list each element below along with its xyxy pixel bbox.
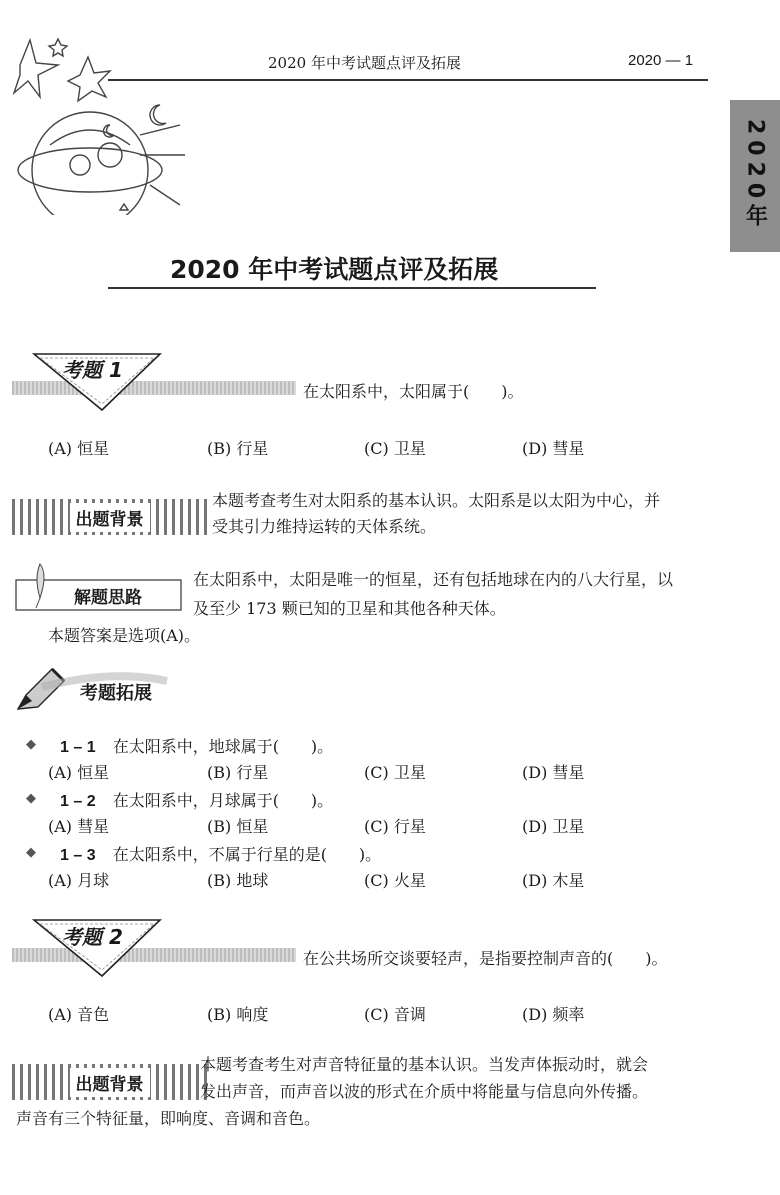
- ext2-option-a: (A) 彗星: [48, 817, 110, 836]
- exam1-option-b: (B) 行星: [207, 439, 269, 458]
- ext-number: 1 – 1: [60, 739, 96, 756]
- exam2-background-label: 出题背景: [70, 1068, 150, 1097]
- exam1-solution-line2: 及至少 173 颗已知的卫星和其他各种天体。: [193, 599, 506, 618]
- ext-number: 1 – 2: [60, 793, 96, 810]
- ext2-option-c: (C) 行星: [364, 817, 426, 836]
- ext1-option-d: (D) 彗星: [522, 763, 585, 782]
- ext2-option-d: (D) 卫星: [522, 817, 585, 836]
- exam1-option-a: (A) 恒星: [48, 439, 110, 458]
- exam2-option-d: (D) 频率: [522, 1005, 585, 1024]
- ext-number: 1 – 3: [60, 847, 96, 864]
- exam2-background-line2: 发出声音，而声音以波的形式在介质中将能量与信息向外传播。: [200, 1082, 649, 1101]
- ext2-option-b: (B) 恒星: [207, 817, 269, 836]
- ext1-option-c: (C) 卫星: [364, 763, 426, 782]
- diamond-bullet-icon: ◆: [26, 737, 36, 752]
- ext-question-text: 在太阳系中，地球属于( )。: [112, 737, 334, 756]
- exam2-background-line1: 本题考查考生对声音特征量的基本认识。当发声体振动时，就会: [200, 1055, 649, 1074]
- ext3-option-b: (B) 地球: [207, 871, 269, 890]
- exam1-solution-line1: 在太阳系中，太阳是唯一的恒星，还有包括地球在内的八大行星，以: [193, 570, 674, 589]
- exam1-question: 在太阳系中，太阳属于( )。: [303, 382, 524, 401]
- running-header-title: 2020 年中考试题点评及拓展: [268, 54, 461, 72]
- exam1-option-d: (D) 彗星: [522, 439, 585, 458]
- ext-question-text: 在太阳系中，月球属于( )。: [112, 791, 334, 810]
- ext3-option-c: (C) 火星: [364, 871, 426, 890]
- diamond-bullet-icon: ◆: [26, 845, 36, 860]
- page-number: 2020 — 1: [628, 52, 694, 69]
- ext-question-text: 在太阳系中，不属于行星的是( )。: [112, 845, 382, 864]
- exam1-label: 考题 1: [62, 358, 123, 382]
- title-rule: [108, 287, 596, 289]
- exam2-background-line3: 声音有三个特征量，即响度、音调和音色。: [16, 1109, 321, 1128]
- exam2-option-b: (B) 响度: [207, 1005, 269, 1024]
- ext-question-1-3: [60, 842, 381, 865]
- exam2-label: 考题 2: [62, 925, 123, 949]
- exam1-extension-label: 考题拓展: [80, 683, 152, 704]
- exam1-option-c: (C) 卫星: [364, 439, 426, 458]
- exam1-background-label: 出题背景: [70, 503, 150, 532]
- exam2-question: 在公共场所交谈要轻声，是指要控制声音的( )。: [303, 949, 668, 968]
- ext3-option-a: (A) 月球: [48, 871, 110, 890]
- exam2-background-label-box: [12, 1064, 207, 1100]
- ext1-option-a: (A) 恒星: [48, 763, 110, 782]
- ext-question-1-2: [60, 788, 333, 811]
- ext-question-1-1: [60, 734, 333, 757]
- diamond-bullet-icon: ◆: [26, 791, 36, 806]
- exam1-solution-label: 解题思路: [74, 588, 142, 608]
- header-rule: [108, 79, 708, 81]
- ext3-option-d: (D) 木星: [522, 871, 585, 890]
- exam2-option-c: (C) 音调: [364, 1005, 426, 1024]
- year-side-tab: [730, 100, 780, 252]
- page-title: 2020 年中考试题点评及拓展: [170, 255, 499, 284]
- exam1-background-label-box: [12, 499, 207, 535]
- exam1-answer: 本题答案是选项(A)。: [48, 626, 201, 645]
- exam1-background-line2: 受其引力维持运转的天体系统。: [212, 517, 437, 536]
- exam1-background-line1: 本题考查考生对太阳系的基本认识。太阳系是以太阳为中心，并: [212, 491, 661, 510]
- space-illustration: [10, 35, 200, 215]
- exam2-option-a: (A) 音色: [48, 1005, 110, 1024]
- year-side-tab-label: 2020年: [742, 119, 768, 233]
- ext1-option-b: (B) 行星: [207, 763, 269, 782]
